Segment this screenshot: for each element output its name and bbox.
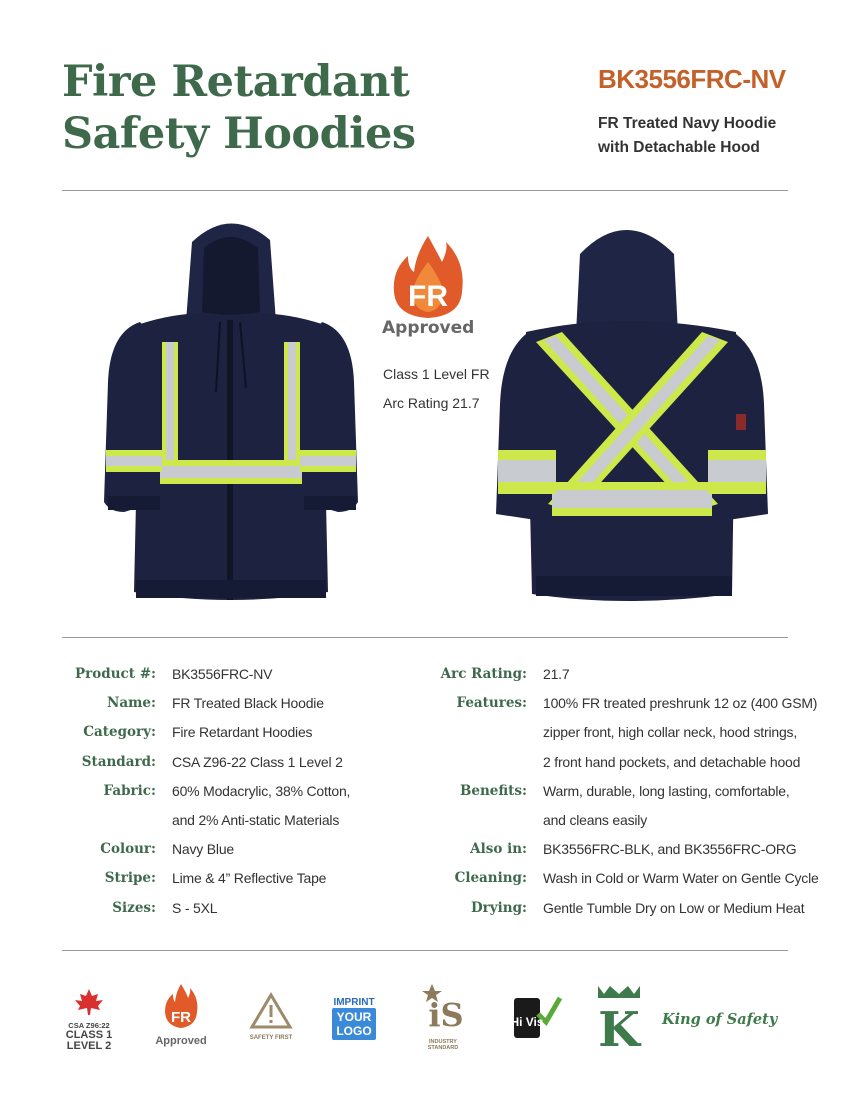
spec-label: Sizes: — [112, 899, 156, 916]
spec-value: 60% Modacrylic, 38% Cotton, — [172, 782, 351, 799]
spec-label: Drying: — [470, 899, 527, 916]
star-icon — [420, 982, 466, 1034]
spec-value: BK3556FRC-BLK, and BK3556FRC-ORG — [543, 841, 797, 858]
csa-logo — [64, 988, 114, 1052]
spec-value: 21.7 — [543, 666, 570, 682]
spec-value: Navy Blue — [172, 841, 235, 858]
csa-level: LEVEL 2 — [66, 1040, 112, 1052]
hi-vis-letters: Hi Vis — [512, 1015, 544, 1029]
crown-k-icon — [596, 984, 642, 1048]
spec-label: Arc Rating: — [440, 666, 527, 682]
arc-rating-text: Arc Rating 21.7 — [383, 395, 480, 411]
hoodie-back-image — [496, 214, 768, 606]
spec-row — [0, 783, 350, 812]
specs-left — [0, 666, 350, 929]
spec-row — [373, 870, 819, 899]
maple-leaf-icon — [72, 988, 106, 1016]
fr-badge-letters: FR — [408, 280, 448, 313]
king-k-letter: K — [598, 1002, 640, 1048]
flame-icon — [161, 982, 201, 1032]
middle-divider — [62, 637, 788, 638]
class-info — [383, 360, 490, 418]
hi-vis-icon — [512, 992, 562, 1042]
industry-standard-logo — [418, 982, 468, 1051]
spec-value: Fire Retardant Hoodies — [172, 724, 313, 741]
csa-class: CLASS 1 — [65, 1029, 113, 1041]
spec-row — [373, 783, 819, 812]
spec-value: Lime & 4” Reflective Tape — [172, 870, 327, 887]
fr-approved-label: Approved — [382, 318, 475, 338]
spec-value: and cleans easily — [543, 811, 647, 828]
spec-label: Name: — [107, 695, 156, 712]
title-line-1: Fire Retardant — [62, 57, 410, 107]
imprint-logo-text: LOGO — [336, 1024, 372, 1038]
spec-value: 2 front hand pockets, and detachable hood — [543, 753, 801, 770]
spec-label: Stripe: — [104, 870, 156, 887]
spec-row — [0, 666, 350, 695]
product-sku: BK3556FRC-NV — [598, 64, 786, 94]
imprint-box — [332, 1008, 376, 1040]
title-line-2: Safety Hoodies — [62, 109, 416, 159]
spec-label: Standard: — [81, 753, 156, 770]
top-divider — [62, 190, 788, 191]
spec-value: Gentle Tumble Dry on Low or Medium Heat — [543, 899, 805, 916]
spec-label: Fabric: — [103, 782, 156, 799]
spec-label: Cleaning: — [454, 870, 527, 887]
spec-label: Colour: — [100, 841, 156, 858]
spec-value: zipper front, high collar neck, hood strings, — [543, 724, 798, 741]
spec-label: Also in: — [470, 841, 527, 858]
imprint-logo — [332, 997, 376, 1040]
fr-approved-small-label: Approved — [155, 1035, 207, 1047]
imprint-your: YOUR — [336, 1010, 372, 1024]
spec-value: and 2% Anti-static Materials — [172, 811, 340, 828]
spec-value: Wash in Cold or Warm Water on Gentle Cycle — [543, 870, 819, 887]
spec-value: 100% FR treated preshrunk 12 oz (400 GSM) — [543, 695, 818, 712]
fr-small-letters: FR — [171, 1009, 191, 1026]
spec-value: FR Treated Black Hoodie — [172, 695, 324, 712]
bottom-divider — [62, 950, 788, 951]
king-of-safety-wordmark: King of Safety — [662, 1011, 778, 1028]
spec-row — [373, 841, 819, 870]
subtitle-line-1: FR Treated Navy Hoodie — [598, 115, 777, 132]
spec-value: Warm, durable, long lasting, comfortable, — [543, 782, 790, 799]
hi-vis-logo — [512, 992, 562, 1042]
warning-triangle-icon — [249, 992, 293, 1030]
spec-label: Features: — [456, 695, 527, 712]
spec-label: Category: — [83, 724, 156, 741]
spec-value: BK3556FRC-NV — [172, 666, 273, 682]
spec-row — [0, 812, 350, 841]
spec-row — [373, 900, 819, 929]
spec-label: Benefits: — [459, 782, 527, 799]
imprint-label: IMPRINT — [333, 997, 375, 1008]
spec-row — [0, 841, 350, 870]
spec-row — [373, 666, 819, 695]
csa-standard: CSA Z96:22 — [68, 1021, 110, 1030]
spec-row — [373, 724, 819, 753]
spec-row — [373, 812, 819, 841]
is-letters: iS — [428, 996, 464, 1034]
class-level-text: Class 1 Level FR — [383, 366, 490, 382]
product-subtitle — [598, 112, 776, 160]
safety-first-label: SAFETY FIRST — [249, 1035, 293, 1041]
spec-row — [0, 695, 350, 724]
spec-row — [0, 900, 350, 929]
safety-first-logo — [246, 992, 296, 1041]
fr-approved-logo — [150, 982, 212, 1047]
spec-row — [373, 754, 819, 783]
spec-value: CSA Z96-22 Class 1 Level 2 — [172, 753, 343, 770]
spec-row — [0, 724, 350, 753]
hoodie-front-image — [100, 212, 362, 608]
spec-row — [0, 870, 350, 899]
is-sub-label: INDUSTRY STANDARD — [427, 1039, 459, 1051]
spec-label: Product #: — [75, 666, 156, 682]
spec-value: S - 5XL — [172, 899, 218, 916]
king-of-safety-emblem — [596, 984, 644, 1048]
spec-row — [373, 695, 819, 724]
specs-right — [373, 666, 819, 929]
page-title — [62, 56, 416, 160]
spec-row — [0, 754, 350, 783]
subtitle-line-2: with Detachable Hood — [598, 139, 760, 156]
